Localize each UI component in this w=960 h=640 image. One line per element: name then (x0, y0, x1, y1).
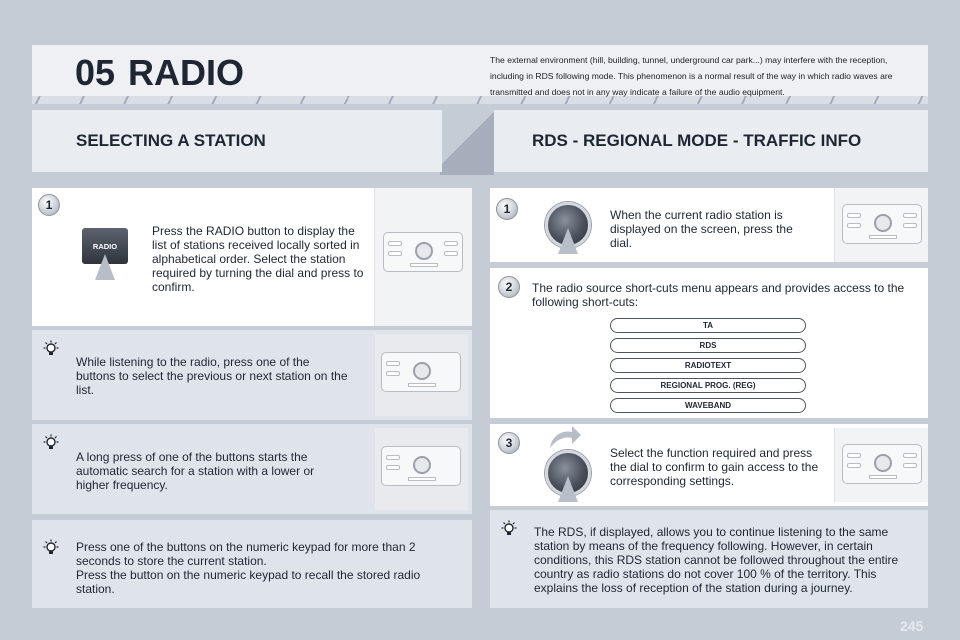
shortcut-rds: RDS (610, 338, 806, 353)
left-tip3-text-2: Press the button on the numeric keypad to recall the stored radio station. (76, 568, 421, 596)
shortcut-waveband: WAVEBAND (610, 398, 806, 413)
radio-faceplate-image (834, 188, 928, 262)
section-title-rds: RDS - REGIONAL MODE - TRAFFIC INFO (532, 131, 862, 150)
step-badge-3: 3 (498, 432, 520, 454)
radio-faceplate-image (374, 188, 472, 326)
radio-button-icon: RADIO (82, 228, 128, 264)
shortcut-ta: TA (610, 318, 806, 333)
chapter-title: RADIO (128, 52, 244, 93)
radio-faceplate-image (834, 428, 928, 502)
left-tip3-text-1: Press one of the buttons on the numeric keypad for more than 2 seconds to store the current station. (76, 540, 416, 568)
shortcut-regional-prog: REGIONAL PROG. (REG) (610, 378, 806, 393)
lightbulb-icon (40, 338, 62, 360)
left-tip2-text: A long press of one of the buttons starts the automatic search for a station with a lower or higher frequency. (76, 450, 315, 492)
decorative-corner (440, 103, 494, 175)
lightbulb-icon (498, 518, 520, 540)
right-step1-text: When the current radio station is displayed on the screen, press the dial. (610, 208, 793, 250)
press-arrow-icon (95, 254, 115, 280)
right-step2-text: The radio source short-cuts menu appears and provides access to the following short-cuts: (532, 281, 905, 309)
lightbulb-icon (40, 432, 62, 454)
left-tip3-text (76, 540, 446, 596)
shortcut-radiotext: RADIOTEXT (610, 358, 806, 373)
left-step1-text: Press the RADIO button to display the list of stations received locally sorted in alphabetical order. Select the station required by turning the dial and press to confirm. (152, 224, 364, 294)
reception-note: The external environment (hill, building, tunnel, underground car park...) may interfere with the reception, including in RDS following mode. This phenomenon is a normal result of the way in which radio waves are transmitted and does not in any way indicate a failure of the audio equipment. (490, 55, 893, 97)
lightbulb-icon (40, 537, 62, 559)
right-step3-text: Select the function required and press the dial to confirm to gain access to the corresponding settings. (610, 446, 819, 488)
left-tip1-text: While listening to the radio, press one of the buttons to select the previous or next station on the list. (76, 355, 348, 397)
radio-faceplate-image (374, 334, 468, 416)
step-badge-1: 1 (38, 194, 60, 216)
right-tip-text: The RDS, if displayed, allows you to continue listening to the same station by means of the frequency following. However, in certain conditions, this RDS station cannot be followed throughout the entire country as radio stations do not cover 100 % of the territory. This explains the loss of reception of the station during a journey. (534, 525, 899, 595)
press-arrow-icon (558, 476, 578, 502)
press-arrow-icon (558, 228, 578, 254)
radio-faceplate-image (374, 428, 468, 510)
page-number: 245 (900, 618, 924, 634)
chapter-number: 05 (75, 52, 116, 93)
section-title-selecting-station: SELECTING A STATION (76, 131, 266, 150)
step-badge-1: 1 (496, 198, 518, 220)
step-badge-2: 2 (498, 276, 520, 298)
